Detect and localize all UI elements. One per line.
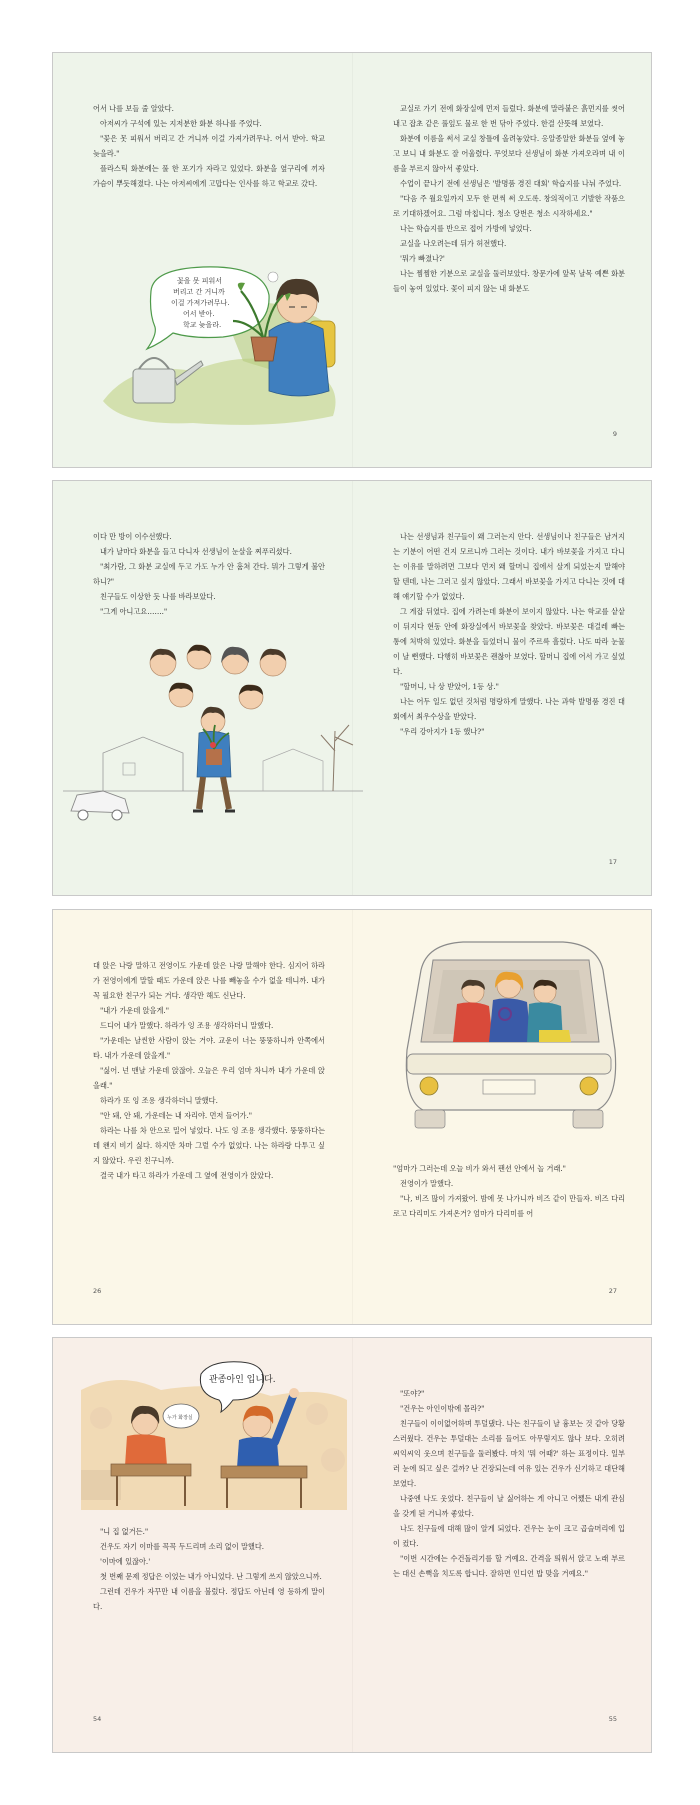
paragraph: 이다 만 방이 이수선했다. <box>93 532 172 541</box>
bubble-line: 학교 늦을라. <box>183 321 222 329</box>
paragraph: 수업이 끝나기 전에 선생님은 '발명품 경진 대회' 학습지를 나눠 주었다. <box>400 179 622 188</box>
classroom-illustration <box>81 1360 347 1510</box>
paragraph: "또야?" <box>400 1389 425 1398</box>
paragraph: "가운데는 날씬한 사람이 앉는 거야. 교운이 너는 뚱뚱하니까 안쪽에서 타. 내가 가운데 앉을게." <box>93 1036 325 1060</box>
bubble-line: 이걸 가져가려무나. <box>171 299 230 307</box>
small-speech-bubble <box>163 1404 199 1428</box>
paragraph: 첫 번째 문제 정답은 이었는 내가 아니었다. 난 그렇게 쓰지 않았으니까. <box>100 1572 322 1581</box>
bubble-line: 꽃을 못 피워서 <box>177 277 223 285</box>
paragraph: "최가람, 그 화분 교실에 두고 가도 누가 안 훔쳐 간다. 뭐가 그렇게 불안하니?" <box>93 562 325 586</box>
boy-figure <box>193 707 235 811</box>
paragraph: 아저씨가 구석에 있는 지저분한 화분 하나를 주었다. <box>100 119 262 128</box>
paragraph: 전영이가 말했다. <box>400 1179 454 1188</box>
paragraph: "건우는 아인이밖에 몰라?" <box>400 1404 485 1413</box>
paragraph: "나, 비즈 많이 가져왔어. 밤에 못 나가니까 비즈 같이 만들자. 비즈 다리로고 다리미도 가져온거? 엄마가 다리미를 어 <box>393 1194 625 1218</box>
left-page-text <box>93 1524 325 1614</box>
classmates-faces <box>150 645 286 709</box>
boy-walking-with-plant-illustration <box>63 641 363 861</box>
paragraph: 교실로 가기 전에 화장실에 먼저 들렀다. 화분에 말라붙은 흙먼지를 씻어 내고 잡초 같은 풀잎도 물로 한 번 닦아 주었다. 한결 산뜻해 보였다. <box>393 104 625 128</box>
book-spread-2 <box>52 480 652 896</box>
paragraph: 하라가 또 잉 조용 생각하더니 말했다. <box>100 1096 218 1105</box>
paragraph: 나는 어두 일도 없던 것처럼 명랑하게 말했다. 나는 과학 발명품 경진 대회에서 최우수상을 받았다. <box>393 697 625 721</box>
paragraph: "내가 가운데 앉을게." <box>100 1006 170 1015</box>
page-number: 55 <box>608 1715 617 1723</box>
paragraph: 나는 선생님과 친구들이 왜 그러는지 안다. 선생님이나 친구들은 남겨지는 기분이 어떤 건지 모르니까 그러는 것이다. 내가 바보꽃을 가지고 다니는 이유를 말하려면 그보다 먼저 왜 할머니 집에서 살게 되었는지 말해야 할 텐데, 나는 그러고 싶지 않았다. 그래서 바보꽃을 가지고 다니는 것에 대해 얘기할 수가 없었다. <box>393 532 625 601</box>
paragraph: "그게 아니고요……." <box>100 607 168 616</box>
paragraph: 그 게잡 뒤였다. 집에 가려는데 화분이 보이지 않았다. 나는 학교를 샅샅이 뒤지다 현동 안에 화장실에서 바보꽃을 찾았다. 바보꽃은 대걸레 빠는 통에 처박혀 있었다. 화분을 들었더니 물이 주르륵 흘렀다. 나도 따라 눈물이 날 뻔했다. 다행히 바보꽃은 괜찮아 보였다. 할머니 집에 어서 가고 싶었다. <box>393 607 625 676</box>
bubble-line: 어서 받아. <box>183 310 215 318</box>
paragraph: 그런데 건우가 자꾸만 내 이름을 불렀다. 정답도 아닌데 영 등하게 말이다. <box>93 1587 325 1611</box>
right-page-text <box>393 1161 625 1221</box>
bubble-text: 관종아인 입니다. <box>209 1375 276 1385</box>
paragraph: 화분에 이름을 써서 교실 창틀에 올려놓았다. 옹알종알한 화분들 옆에 놓고 보니 내 화분도 잘 어울렸다. 무엇보다 선생님이 화분 가져오라며 내 이름을 부르지 않아서 좋았다. <box>393 134 625 173</box>
boy-with-plant-illustration <box>73 251 373 431</box>
paragraph: 나중엔 나도 웃었다. 친구들이 날 싫어하는 게 아니고 어쨌든 내게 관심을 갖게 된 거니까 좋았다. <box>393 1494 625 1518</box>
paragraph: "싫어. 넌 맨날 가운데 앉잖아. 오늘은 우리 엄마 차니까 내가 가운데 앉을래." <box>93 1066 325 1090</box>
paragraph: '이마에 있잖아.' <box>100 1557 151 1566</box>
paragraph: '뭐가 빠졌나?' <box>400 254 445 263</box>
paragraph: 건우도 자기 이마를 꼭꼭 두드리며 소리 없이 말했다. <box>100 1542 265 1551</box>
page-number: 17 <box>608 858 617 866</box>
paragraph: "할머니, 나 상 받았어, 1등 상." <box>400 682 499 691</box>
page-number: 27 <box>608 1287 617 1295</box>
book-spread-3 <box>52 909 652 1325</box>
spread-gutter <box>352 910 353 1324</box>
left-page-text <box>93 529 325 619</box>
paragraph: 내가 날마다 화분을 들고 다니자 선생님이 눈살을 찌푸리셨다. <box>100 547 292 556</box>
paragraph: 대 앉은 나랑 말하고 전영이도 가운데 앉은 나랑 말해야 한다. 심지어 하라가 전영이에게 말할 때도 가운데 앉은 나를 빼놓을 수가 없을 테니까. 내가 꼭 필요한 친구가 되는 거다. 생각만 해도 신난다. <box>93 961 325 1000</box>
paragraph: 어서 나를 보들 줄 알았다. <box>93 104 174 113</box>
paragraph: 친구들도 이상한 듯 나를 바라보았다. <box>100 592 216 601</box>
car-icon <box>71 791 129 820</box>
girls-in-car-illustration <box>393 930 625 1140</box>
left-page-text <box>93 958 325 1183</box>
right-page-text <box>393 1386 625 1581</box>
paragraph: 드디어 내가 말했다. 하라가 잉 조용 생각하더니 말했다. <box>100 1021 274 1030</box>
book-spread-4 <box>52 1337 652 1753</box>
paragraph: 친구들이 이이없어하며 투덜댔다. 나는 친구들이 날 흉보는 것 같아 당황스러웠다. 건우는 투덜대는 소리를 들어도 아무렇지도 않나 보다. 오히려 씨익씨익 웃으며 친구들을 둘러봤다. 마치 '뭐 어때?' 하는 표정이다. 일부러 눈에 띄고 싶은 걸까? 난 건장되는데 여유 있는 건우가 신기하고 대단해 보였다. <box>393 1419 625 1488</box>
spread-gutter <box>352 1338 353 1752</box>
book-spread-1 <box>52 52 652 468</box>
paragraph: 플라스틱 화분에는 풀 한 포기가 자라고 있었다. 화분을 옆구리에 끼자 가슴이 뿌듯해졌다. 나는 아저씨에게 고맙다는 인사를 하고 학교로 갔다. <box>93 164 325 188</box>
small-bubble-text: 누가 화장실 <box>167 1415 193 1421</box>
tail-light-icon <box>580 1077 598 1095</box>
bubble-line: 버리고 간 거니까 <box>173 288 225 296</box>
paragraph: "다음 주 월요일까지 모두 한 편씩 써 오도록. 창의적이고 기발한 작품으로 기대하겠어요. 그럼 마칩니다. 청소 당번은 청소 시작하세요." <box>393 194 625 218</box>
page-number: 26 <box>93 1287 102 1295</box>
right-page-text <box>393 101 625 296</box>
right-page-text <box>393 529 625 739</box>
paragraph: "니 집 없거든." <box>100 1527 149 1536</box>
paragraph: 나는 찜찜한 기분으로 교실을 둘러보았다. 창문가에 앞목 날목 예쁜 화분들이 놓여 있었다. 꽃이 피지 않는 내 화분도 <box>393 269 625 293</box>
paragraph: "안 돼, 안 돼, 가운데는 내 자리야. 먼저 들어가." <box>100 1111 253 1120</box>
page-number: 54 <box>93 1715 102 1723</box>
paragraph: 결국 내가 타고 하라가 가운데 그 옆에 전영이가 앉았다. <box>100 1171 274 1180</box>
paragraph: 나는 학습지를 반으로 접어 가방에 넣었다. <box>400 224 532 233</box>
paragraph: "엄마가 그러는데 오늘 비가 와서 팬션 안에서 놀 거래." <box>393 1164 566 1173</box>
tail-light-icon <box>420 1077 438 1095</box>
paragraph: "우리 강아지가 1등 했나?" <box>400 727 485 736</box>
paragraph: "꽃은 못 피워서 버리고 간 거니까 이걸 가져가려무나. 어서 받아. 학교 늦을라." <box>93 134 325 158</box>
paragraph: 교실을 나오려는데 뒤가 허전했다. <box>400 239 507 248</box>
paragraph: "이번 시간에는 수건돌리기를 할 거예요. 간격을 띄워서 앉고 노래 부르는 대신 손뼉을 치도록 합니다. 잘하면 인디언 밥 맞을 거예요." <box>393 1554 625 1578</box>
paragraph: 하라는 나를 차 안으로 밀어 넣었다. 나도 잉 조용 생각했다. 뚱뚱하다는데 왠지 비기 싫다. 하지만 차마 그럴 수가 없었다. 나는 하라랑 다투고 싶지 않았다. 우린 친구니까. <box>93 1126 325 1165</box>
page-number: 9 <box>612 430 617 438</box>
paragraph: 나도 친구들에 대해 많이 알게 되었다. 건우는 눈이 크고 곱슬머리에 입이 컸다. <box>393 1524 625 1548</box>
left-page-text <box>93 101 325 191</box>
